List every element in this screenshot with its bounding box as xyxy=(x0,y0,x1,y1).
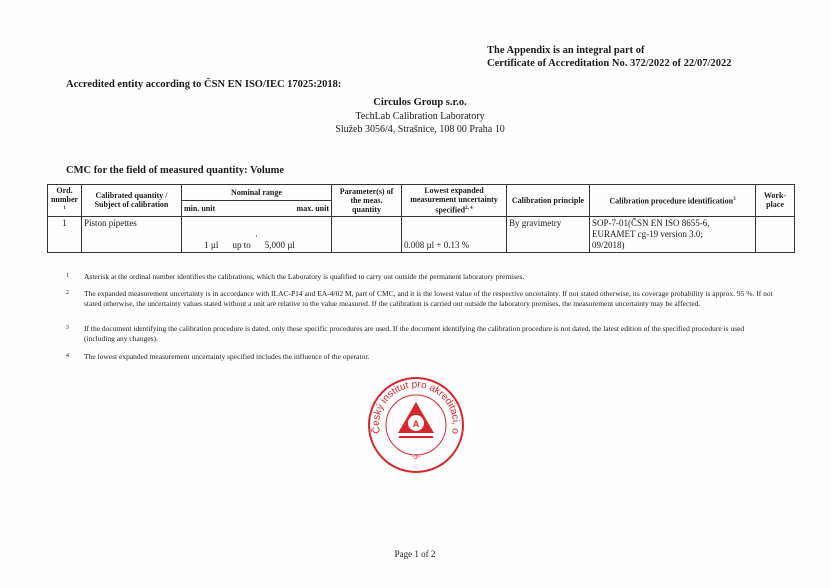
range-marker: · xyxy=(255,230,258,241)
col-parameters-label-1: Parameter(s) of xyxy=(339,186,394,196)
col-uncertainty-label-1: Lowest expanded xyxy=(424,186,484,195)
footnote-2-text: The expanded measurement uncertainty is in accordance with ILAC-P14 and EA-4/02 M, part of CMC, and it is the lowest value of the respective uncertainty. If not stated otherwise, its coverage probability is approx. 95 %. If not stated otherwise, the uncertainty values stated without a unit are relative to the value measured. If the calibration is carried out outside the laboratory premises, the measurement uncertainty may be affected. xyxy=(84,289,773,308)
nominal-range-subheader-group xyxy=(184,204,329,213)
cell-nominal-range xyxy=(182,216,332,252)
svg-text:A: A xyxy=(412,419,420,429)
col-max-unit: max. unit xyxy=(296,203,329,213)
appendix-header xyxy=(487,44,731,70)
range-values xyxy=(184,240,329,251)
footnote-1-number: 1 xyxy=(66,273,69,279)
col-uncertainty-footnote: 2, 4 xyxy=(465,206,473,211)
footnote-1-text: Asterisk at the ordinal number identifies the calibrations, which the Laboratory is qualified to carry out outside the permanent laboratory premises. xyxy=(84,272,525,281)
col-place-label: place xyxy=(766,200,784,210)
cell-workplace xyxy=(756,216,795,252)
range-min: 1 µl xyxy=(204,239,219,250)
col-uncertainty-label-2: measurement uncertainty xyxy=(410,195,498,204)
footnote-2-number: 2 xyxy=(66,290,69,296)
stamp-lettering: Český institut pro akreditaci, o xyxy=(370,379,462,435)
col-work-label: Work- xyxy=(763,191,787,201)
cell-ord: 1 xyxy=(48,216,82,252)
col-number-label: number xyxy=(50,195,79,204)
footnote-4-text: The lowest expanded measurement uncertainty specified includes the influence of the operator. xyxy=(84,352,370,361)
appendix-line-2: Certificate of Accreditation No. 372/2022 of 22/07/2022 xyxy=(487,58,732,69)
col-ord-footnote: 1 xyxy=(63,206,66,211)
footnote-4-number: 4 xyxy=(66,353,69,359)
footnote-4 xyxy=(66,352,776,362)
page-number: Page 1 of 2 xyxy=(394,549,436,559)
col-procedure-identification xyxy=(590,185,756,217)
cell-subject: Piston pipettes xyxy=(82,216,182,252)
organization-name: Circulos Group s.r.o. xyxy=(373,97,467,108)
col-min-unit: min. unit xyxy=(184,203,216,213)
col-ord-number xyxy=(48,185,82,217)
procedure-line-3: 09/2018) xyxy=(592,239,625,250)
accredited-entity-heading: Accredited entity according to ČSN EN ISO/IEC 17025:2018: xyxy=(66,79,342,90)
col-procedure-label: Calibration procedure identification xyxy=(609,196,734,206)
procedure-line-2: EURAMET cg-19 version 3.0; xyxy=(592,228,703,239)
col-nominal-range: Nominal range xyxy=(182,185,332,201)
range-upto: up to xyxy=(232,239,251,250)
col-uncertainty xyxy=(402,185,507,217)
footnote-3-number: 3 xyxy=(66,325,69,331)
col-procedure-footnote: 3 xyxy=(733,197,736,202)
col-workplace xyxy=(756,185,795,217)
footnote-2 xyxy=(66,289,776,308)
col-calibrated-quantity xyxy=(82,185,182,217)
table-header-row xyxy=(48,185,795,201)
cell-uncertainty: 0.008 µl + 0.13 % xyxy=(402,216,507,252)
col-calibrated-quantity-label: Calibrated quantity / xyxy=(95,191,168,201)
footnote-3 xyxy=(66,324,776,343)
stamp-seal-icon xyxy=(366,375,466,475)
range-max: 5,000 µl xyxy=(264,239,295,250)
cell-parameters xyxy=(332,216,402,252)
col-subject-label: Subject of calibration xyxy=(94,200,169,210)
col-parameters-label-2: the meas. xyxy=(350,195,383,205)
col-nominal-range-subheaders xyxy=(182,200,332,216)
col-uncertainty-label-3: specified xyxy=(435,205,466,215)
appendix-line-1: The Appendix is an integral part of xyxy=(487,45,645,56)
stamp-number: -3- xyxy=(411,454,421,461)
cmc-table xyxy=(47,184,795,253)
cmc-heading: CMC for the field of measured quantity: Volume xyxy=(66,165,285,176)
procedure-line-1: SOP-7-01(ČSN EN ISO 8655-6, xyxy=(592,217,710,228)
laboratory-name: TechLab Calibration Laboratory xyxy=(355,111,485,122)
col-ord-label: Ord. xyxy=(56,186,73,195)
col-parameters xyxy=(332,185,402,217)
table-row xyxy=(48,216,795,252)
cell-principle: By gravimetry xyxy=(507,216,590,252)
cell-procedure xyxy=(590,216,756,252)
footnote-3-text: If the document identifying the calibration procedure is dated, only these specific procedures are used. If the document identifying the calibration procedure is not dated, the latest edition of the specified procedure is used (including any changes). xyxy=(84,324,745,343)
col-parameters-label-3: quantity xyxy=(352,204,381,214)
footnote-1 xyxy=(66,272,776,282)
accreditation-stamp xyxy=(366,375,466,475)
col-calibration-principle: Calibration principle xyxy=(507,185,590,217)
organization-address: Služeb 3056/4, Strašnice, 108 00 Praha 10 xyxy=(335,124,505,135)
